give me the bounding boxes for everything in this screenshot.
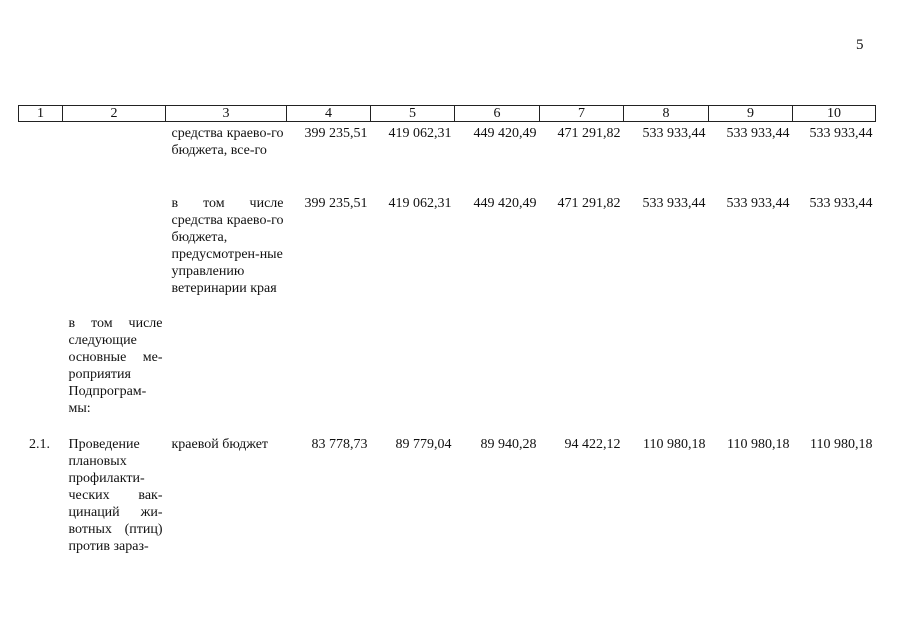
amount-cell: 83 778,73 [311,437,368,452]
activity-name [63,192,166,315]
amount-cell [287,315,371,436]
amount-cell [793,315,876,436]
funding-source [166,315,287,436]
column-header: 1 [19,106,63,122]
activity-name: в том числе следующие основные ме-роприятия Подпрограм-мы: [68,316,163,416]
column-header: 8 [624,106,709,122]
funding-source: в том числе средства краево-го бюджета, предусмотрен-ные управлению ветеринарии края [171,196,284,296]
column-header: 10 [793,106,876,122]
table-row [19,315,876,436]
column-header: 4 [287,106,371,122]
column-header: 6 [455,106,540,122]
amount-cell: 533 933,44 [726,196,790,211]
funding-source: краевой бюджет [171,437,269,452]
page-number: 5 [856,37,864,53]
amount-cell: 419 062,31 [388,196,452,211]
activity-name [63,122,166,193]
amount-cell: 449 420,49 [473,196,537,211]
amount-cell: 449 420,49 [473,126,537,141]
table-header-row [19,106,876,122]
amount-cell: 471 291,82 [557,196,621,211]
amount-cell [624,315,709,436]
row-number [19,122,63,193]
budget-table [18,105,876,576]
amount-cell: 419 062,31 [388,126,452,141]
amount-cell: 89 779,04 [395,437,452,452]
column-header: 7 [540,106,624,122]
amount-cell: 533 933,44 [809,126,873,141]
amount-cell [540,315,624,436]
row-number [19,315,63,436]
amount-cell: 533 933,44 [809,196,873,211]
amount-cell: 399 235,51 [304,126,368,141]
activity-name: Проведение плановых профилакти-ческих вак-цинаций жи-вотных (птиц) против зараз- [68,437,163,554]
table-row [19,192,876,315]
funding-source: средства краево-го бюджета, все-го [171,126,284,158]
row-number [19,192,63,315]
amount-cell: 399 235,51 [304,196,368,211]
table-row [19,436,876,576]
amount-cell: 533 933,44 [642,126,706,141]
amount-cell: 110 980,18 [727,437,790,452]
amount-cell: 533 933,44 [726,126,790,141]
column-header: 9 [709,106,793,122]
amount-cell: 110 980,18 [810,437,873,452]
column-header: 3 [166,106,287,122]
amount-cell: 94 422,12 [564,437,621,452]
amount-cell: 89 940,28 [480,437,537,452]
amount-cell: 471 291,82 [557,126,621,141]
row-number: 2.1. [29,437,50,452]
amount-cell: 110 980,18 [643,437,706,452]
amount-cell [709,315,793,436]
amount-cell: 533 933,44 [642,196,706,211]
amount-cell [455,315,540,436]
table-row [19,122,876,193]
column-header: 5 [371,106,455,122]
amount-cell [371,315,455,436]
column-header: 2 [63,106,166,122]
